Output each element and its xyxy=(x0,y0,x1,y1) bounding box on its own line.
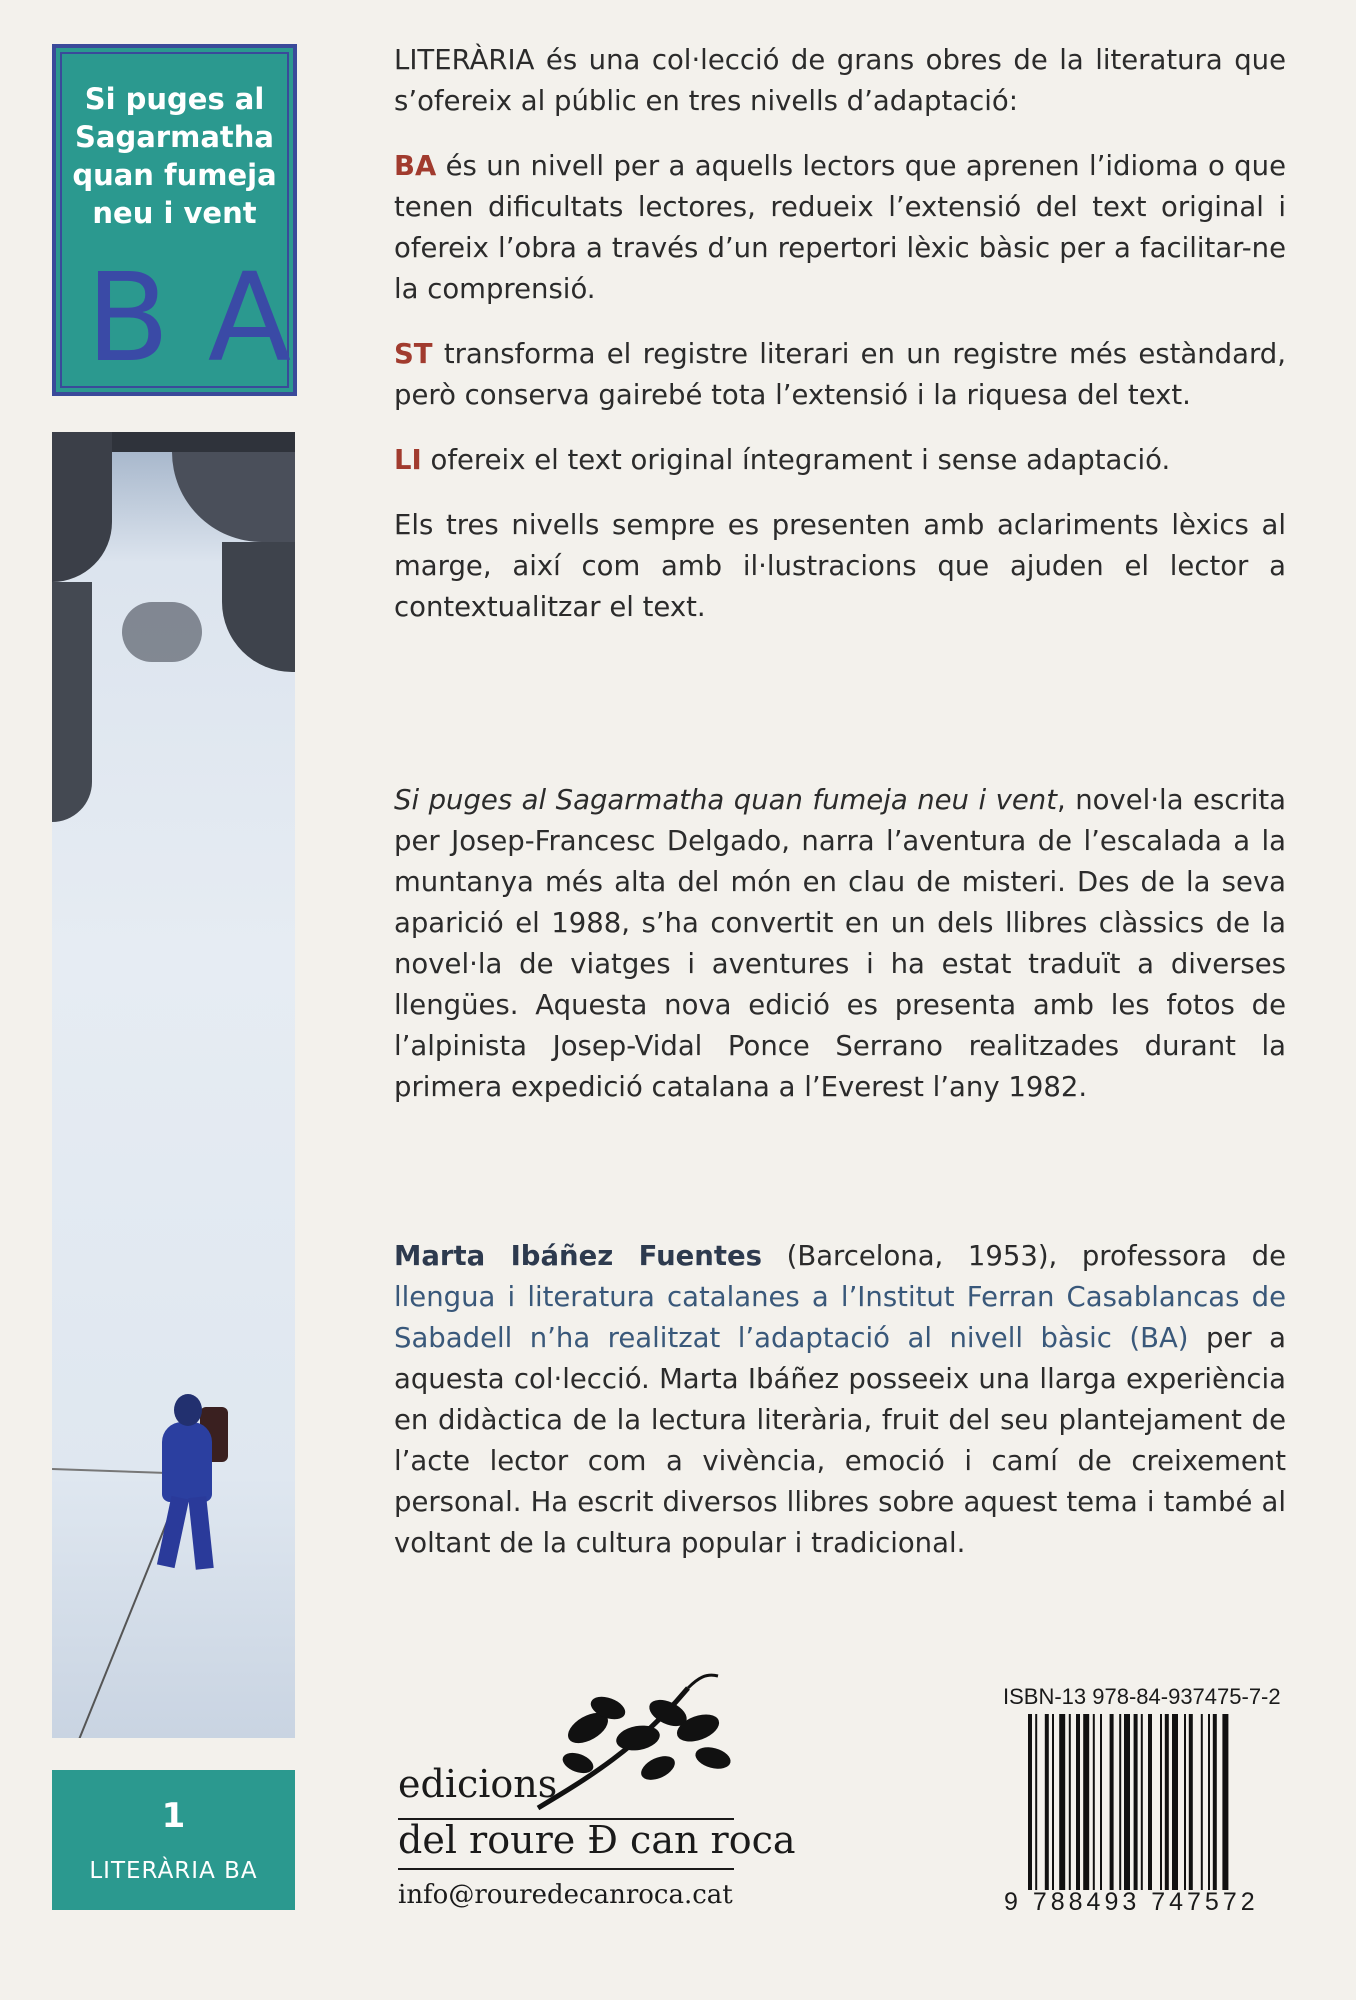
barcode-digits: 9 788493 747572 xyxy=(1004,1888,1259,1916)
levels-paragraph: Els tres nivells sempre es presenten amb aclariments lèxics al marge, així com amb il·lustracions que ajuden el lector a contextualitzar el text. xyxy=(394,509,1286,623)
title-box xyxy=(52,44,330,396)
series-number: 1 xyxy=(161,1796,186,1836)
li-paragraph xyxy=(394,440,1286,481)
st-paragraph xyxy=(394,334,1286,416)
author-text xyxy=(394,1236,1286,1588)
mountain-climber-photo xyxy=(52,432,295,1738)
title-text xyxy=(56,48,293,232)
synopsis-body: , novel·la escrita per Josep-Francesc Delgado, narra l’aventura de l’escalada a la muntanya més alta del món en clau de misteri. Des de la seva aparició el 1988, s’ha convertit en un dels llibres clàssics de la novel·la de viatges i aventures i ha estat traduït a diverses llengües. Aquesta nova edició es presenta amb les fotos de l’alpinista Josep-Vidal Ponce Serrano realitzades durant la primera expedició catalana a l’Everest l’any 1982. xyxy=(394,784,1286,1103)
li-label: LI xyxy=(394,444,422,476)
title-line: Si puges al xyxy=(84,82,265,116)
publisher-name-line2: del roure Ð can roca xyxy=(398,1818,796,1862)
title-line: neu i vent xyxy=(92,196,257,230)
barcode xyxy=(1028,1714,1280,1890)
st-label: ST xyxy=(394,338,433,370)
title-line: quan fumeja xyxy=(72,158,277,192)
publisher-logo xyxy=(398,1668,796,1928)
synopsis-text xyxy=(394,780,1286,1132)
intro-text xyxy=(394,40,1286,652)
author-text-blue: llengua i literatura catalanes a l’Institut Ferran Casablancas de Sabadell n’ha realitzat l’adaptació al nivell bàsic (BA) xyxy=(394,1281,1286,1354)
author-paragraph xyxy=(394,1236,1286,1564)
level-mark: BA xyxy=(86,247,330,389)
oak-branch-icon xyxy=(528,1668,738,1818)
isbn-label: ISBN-13 978-84-937475-7-2 xyxy=(1003,1684,1281,1709)
li-text: ofereix el text original íntegrament i sense adaptació. xyxy=(421,444,1171,476)
synopsis-paragraph xyxy=(394,780,1286,1108)
publisher-name-line1: edicions xyxy=(398,1762,558,1806)
intro-paragraph: LITERÀRIA és una col·lecció de grans obres de la literatura que s’ofereix al públic en tres nivells d’adaptació: xyxy=(394,44,1286,117)
author-text-a: (Barcelona, 1953), professora de xyxy=(762,1240,1286,1272)
book-title-italic: Si puges al Sagarmatha quan fumeja neu i vent xyxy=(394,784,1057,816)
ba-text: és un nivell per a aquells lectors que aprenen l’idioma o que tenen dificultats lectores, redueix l’extensió del text original i ofereix l’obra a través d’un repertori lèxic bàsic per a facilitar-ne la comprensió. xyxy=(394,150,1286,305)
author-name: Marta Ibáñez Fuentes xyxy=(394,1240,763,1272)
series-name: LITERÀRIA BA xyxy=(89,1858,258,1884)
publisher-email: info@rouredecanroca.cat xyxy=(398,1880,733,1910)
ba-label: BA xyxy=(394,150,437,182)
series-label-box xyxy=(52,1770,295,1910)
author-text-b: per a aquesta col·lecció. Marta Ibáñez posseeix una llarga experiència en didàctica de la lectura literària, fruit del seu plantejament de l’acte lector com a vivència, emoció i camí de creixement personal. Ha escrit diversos llibres sobre aquest tema i també al voltant de la cultura popular i tradicional. xyxy=(394,1322,1286,1559)
ba-paragraph xyxy=(394,146,1286,310)
st-text: transforma el registre literari en un registre més estàndard, però conserva gairebé tota l’extensió i la riquesa del text. xyxy=(394,338,1286,411)
title-line: Sagarmatha xyxy=(75,120,274,154)
